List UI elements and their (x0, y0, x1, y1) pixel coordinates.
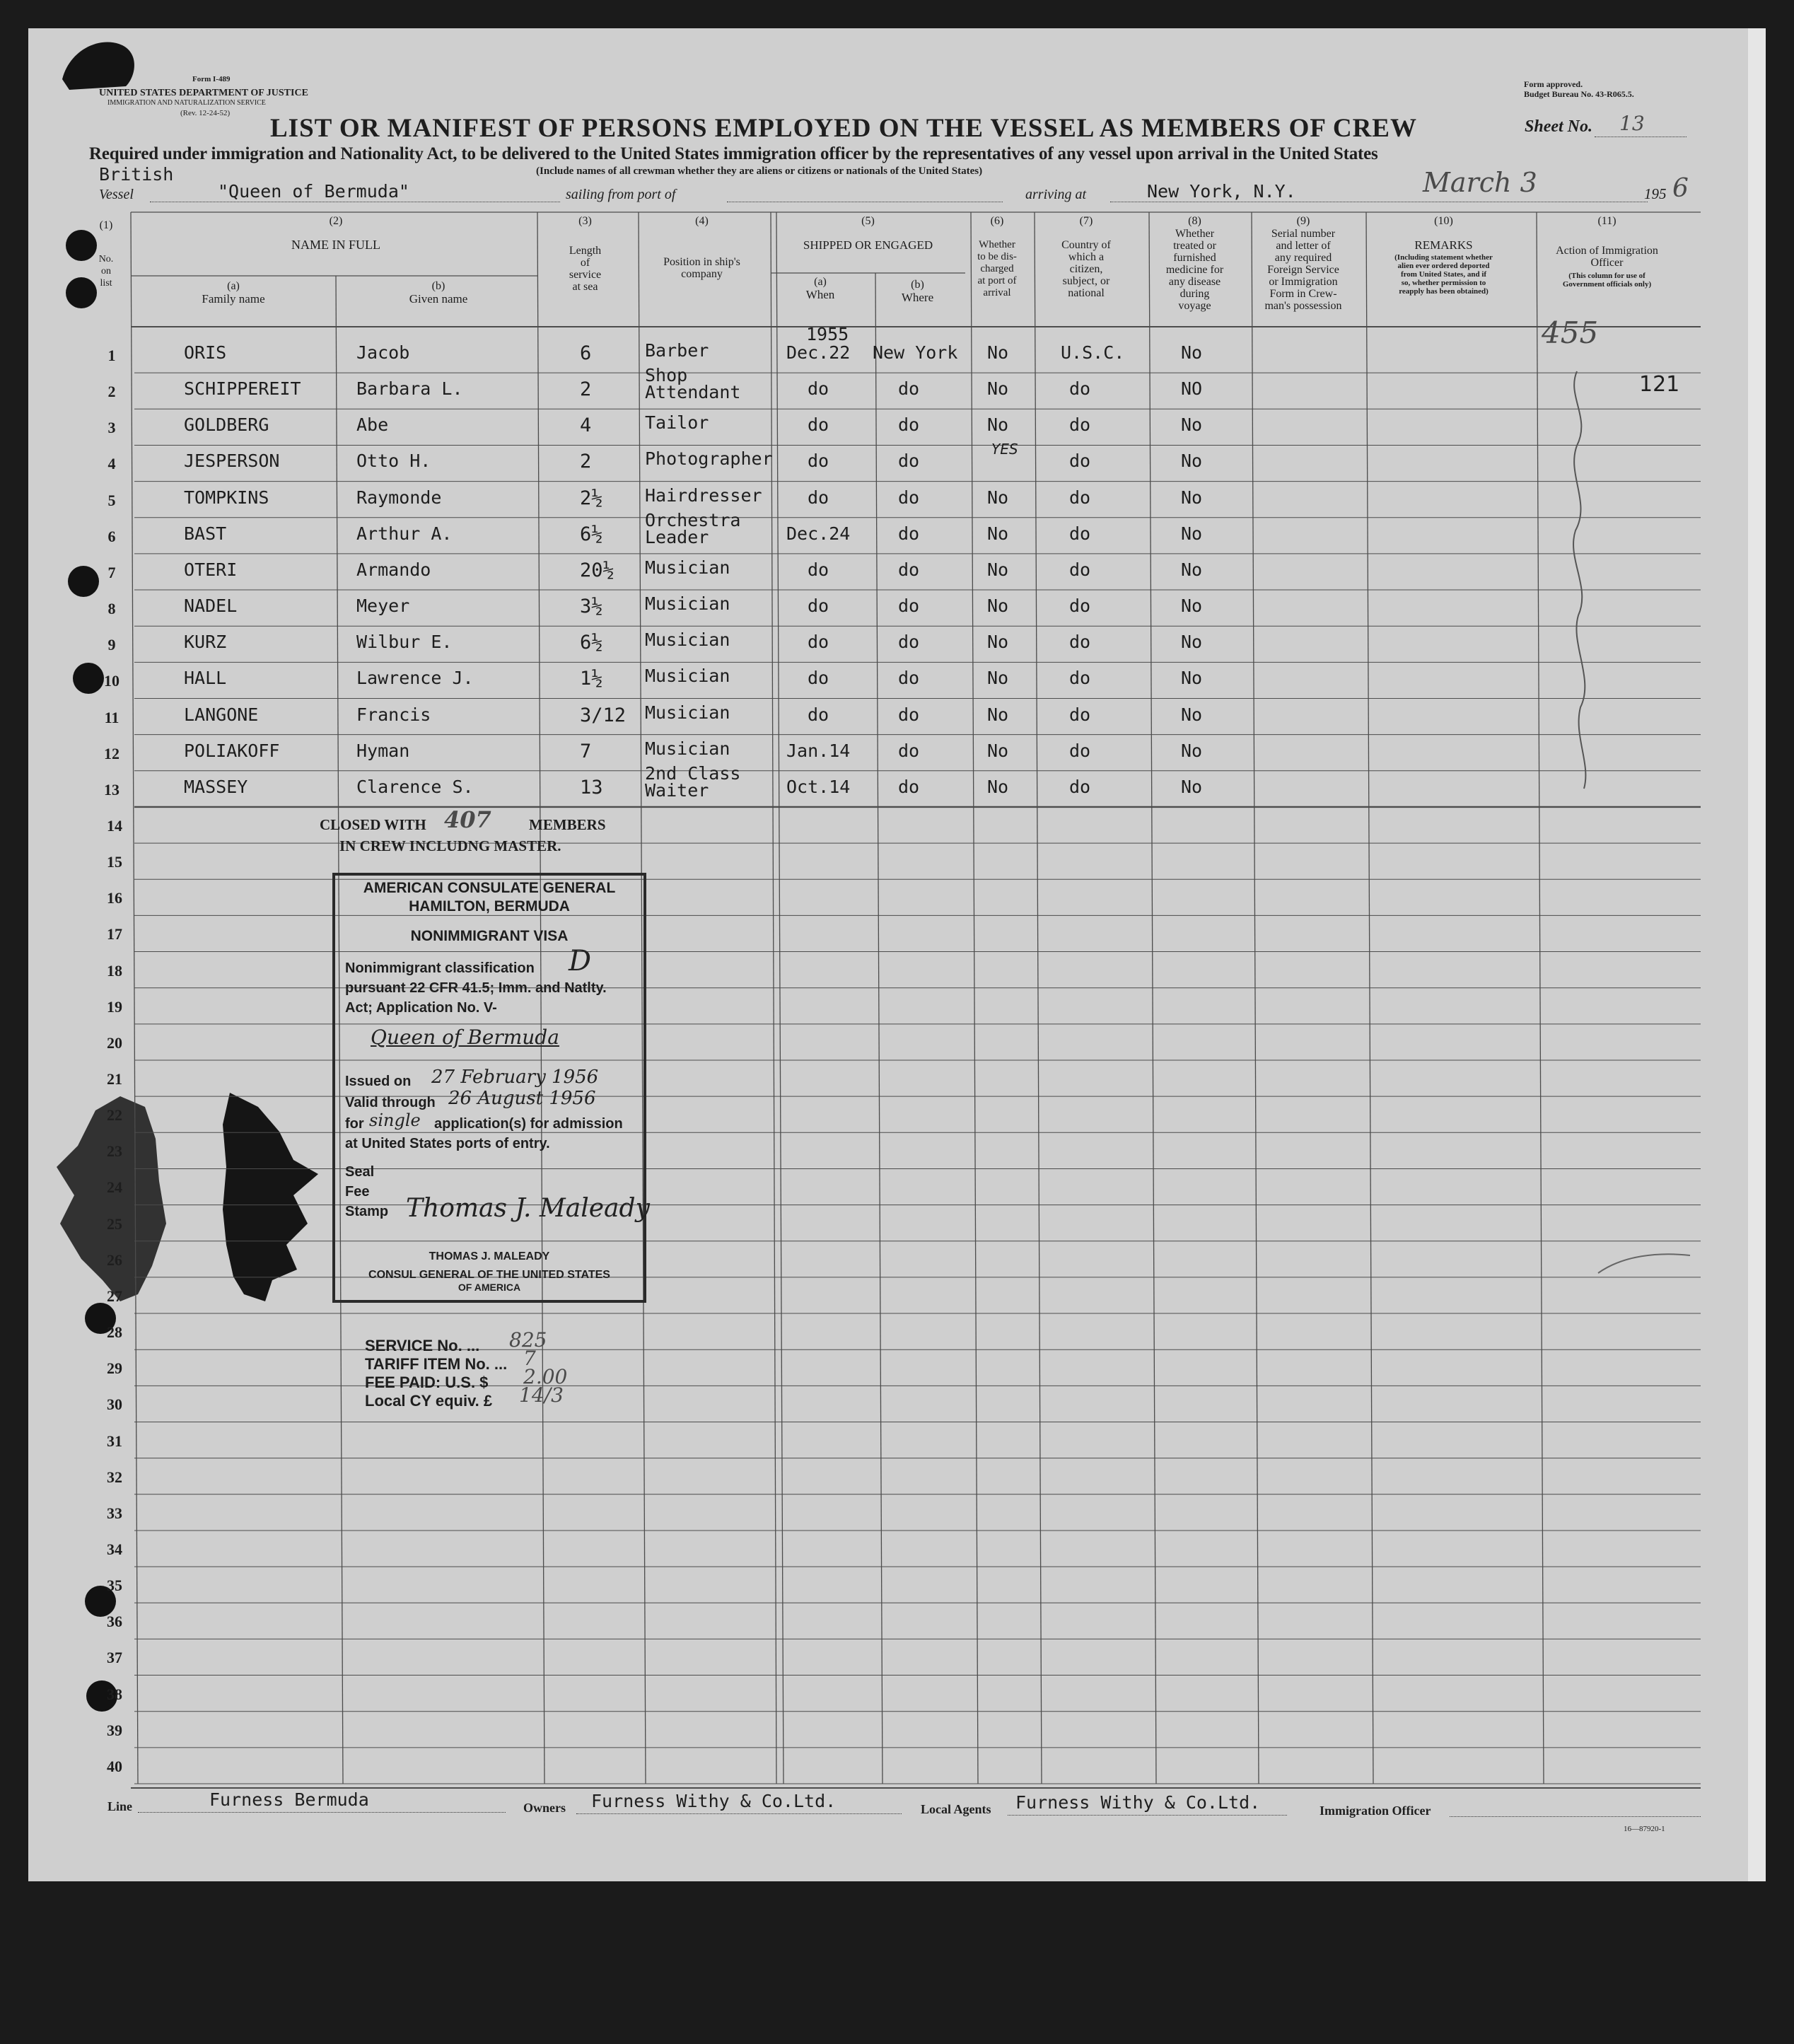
treated-during-voyage: No (1181, 632, 1203, 653)
col-9-header: Serial number and letter of any required Foreign Service or Immigration Form in Crew- man's possession (1264, 228, 1342, 312)
shipped-when: do (808, 378, 829, 400)
given-name: Francis (356, 704, 431, 725)
ship-position: Musician (645, 702, 730, 723)
col-10-note: (Including statement whether alien ever ordered deported from United States, and if so, whether permission to reapply has been obtained) (1394, 253, 1493, 296)
row-number: 15 (107, 853, 122, 871)
discharged-at-port: No (987, 378, 1009, 400)
shipped-where: do (898, 451, 920, 472)
arrival-date-handwritten: March 3 (1423, 167, 1537, 198)
given-name: Otto H. (356, 451, 431, 472)
shipped-when: Oct.14 (786, 776, 851, 797)
discharged-at-port: No (987, 632, 1009, 653)
row-number: 13 (104, 780, 120, 799)
row-number: 35 (107, 1576, 122, 1595)
stamp-consulate: AMERICAN CONSULATE GENERAL (363, 880, 616, 896)
treated-during-voyage: No (1181, 523, 1203, 544)
discharged-at-port: No (987, 523, 1009, 544)
stamp-class-label: Nonimmigrant classification (345, 960, 535, 976)
length-of-service: 1½ (580, 668, 603, 690)
row-number: 26 (107, 1250, 122, 1269)
citizenship: U.S.C. (1061, 342, 1125, 363)
stamp-visa-type: NONIMMIGRANT VISA (410, 928, 569, 944)
row-number: 22 (107, 1106, 122, 1125)
col-3-number: (3) (578, 215, 592, 227)
col-5b-letter: (b) (911, 279, 924, 291)
row-number: 27 (107, 1287, 122, 1305)
family-name: JESPERSON (184, 451, 280, 472)
col-11-number: (11) (1597, 215, 1617, 227)
footer-line-label: Line (107, 1799, 133, 1813)
stamp-issued-label: Issued on (345, 1074, 412, 1089)
shipped-when: do (808, 704, 829, 725)
approval-line-1: Form approved. (1524, 79, 1583, 89)
stamp-class-value: D (569, 945, 592, 977)
row-number: 19 (107, 997, 122, 1016)
row-number: 21 (107, 1070, 122, 1088)
length-of-service: 3/12 (580, 704, 627, 726)
ship-position: Tailor (645, 412, 709, 434)
shipped-when: do (808, 487, 829, 508)
ship-position: Photographer (645, 448, 773, 470)
footer-owners-value: Furness Withy & Co.Ltd. (591, 1791, 837, 1811)
col-4-header: Position in ship's company (663, 256, 740, 280)
row-number: 33 (107, 1504, 122, 1522)
family-name: BAST (184, 523, 227, 544)
ship-position: 2nd Class Waiter (645, 762, 741, 801)
footer-line-value: Furness Bermuda (209, 1789, 369, 1810)
col-when-header: When (805, 288, 835, 301)
col-1-number: (1) (99, 219, 113, 231)
col-5-header: SHIPPED OR ENGAGED (803, 238, 933, 252)
row-number: 9 (107, 636, 116, 654)
stamp-city: HAMILTON, BERMUDA (409, 898, 570, 914)
shipped-when: do (808, 668, 829, 689)
footer-agents-value: Furness Withy & Co.Ltd. (1015, 1792, 1261, 1813)
col-family-header: Family name (202, 292, 265, 306)
row-number: 25 (107, 1214, 122, 1233)
fee-service-label: SERVICE No. ... (365, 1337, 480, 1354)
col-10-header: REMARKS (1414, 238, 1473, 252)
ship-position: Musician (645, 557, 730, 578)
length-of-service: 2 (580, 451, 592, 473)
family-name: MASSEY (184, 776, 248, 797)
given-name: Barbara L. (356, 378, 463, 400)
row-number: 3 (107, 419, 116, 437)
length-of-service: 6½ (580, 632, 603, 654)
ship-position: Musician (645, 738, 730, 759)
family-name: LANGONE (184, 704, 259, 725)
agency: UNITED STATES DEPARTMENT OF JUSTICE (99, 88, 308, 98)
col-6-number: (6) (990, 215, 1004, 227)
col-1-header: No. on list (98, 254, 114, 289)
shipped-where: do (898, 559, 920, 580)
row-number: 11 (104, 708, 120, 726)
discharged-at-port: No (987, 559, 1009, 580)
col-2-number: (2) (329, 215, 343, 227)
stamp-issued-value: 27 February 1956 (431, 1067, 599, 1088)
given-name: Raymonde (356, 487, 442, 508)
vessel-flag: British (99, 164, 174, 185)
stray-pencil-mark (1595, 1241, 1694, 1284)
col-7-header: Country of which a citizen, subject, or national (1061, 239, 1111, 299)
discharged-at-port: No (987, 668, 1009, 689)
form-title: LIST OR MANIFEST OF PERSONS EMPLOYED ON THE VESSEL AS MEMBERS OF CREW (270, 114, 1417, 143)
given-name: Wilbur E. (356, 632, 453, 653)
fee-service-value: 825 (509, 1328, 547, 1352)
discharged-at-port: YES (991, 441, 1018, 458)
discharged-at-port: No (987, 596, 1009, 617)
shipped-when: do (808, 596, 829, 617)
treated-during-voyage: No (1181, 776, 1203, 797)
length-of-service: 13 (580, 776, 603, 799)
footer-print-code: 16—87920-1 (1624, 1825, 1665, 1833)
length-of-service: 4 (580, 414, 592, 437)
fee-tariff-value: 7 (523, 1347, 536, 1370)
stamp-consul-name: THOMAS J. MALEADY (429, 1250, 550, 1262)
arriving-port: New York, N.Y. (1147, 181, 1296, 202)
row-number: 1 (107, 347, 116, 364)
citizenship: do (1069, 776, 1091, 797)
citizenship: do (1069, 668, 1091, 689)
shipped-when: do (808, 414, 829, 436)
treated-during-voyage: No (1181, 704, 1203, 725)
row-number: 10 (104, 672, 120, 690)
row-number: 24 (107, 1178, 122, 1197)
shipped-where: New York (873, 342, 958, 363)
year-digit-handwritten: 6 (1672, 174, 1689, 203)
row-number: 23 (107, 1142, 122, 1161)
shipped-where: do (898, 523, 920, 544)
sailing-label: sailing from port of (566, 187, 676, 202)
given-name: Hyman (356, 740, 410, 761)
citizenship: do (1069, 704, 1091, 725)
shipped-where: do (898, 487, 920, 508)
row-number: 29 (107, 1359, 122, 1378)
stamp-consul-title: CONSUL GENERAL OF THE UNITED STATES (368, 1269, 610, 1281)
shipped-where: do (898, 378, 920, 400)
row-number: 18 (107, 961, 122, 980)
crew-count: 407 (444, 806, 491, 833)
shipped-where: do (898, 668, 920, 689)
length-of-service: 6½ (580, 523, 603, 545)
discharged-at-port: No (987, 342, 1009, 363)
treated-during-voyage: No (1181, 596, 1203, 617)
row-number: 30 (107, 1395, 122, 1414)
length-of-service: 2 (580, 378, 592, 401)
citizenship: do (1069, 632, 1091, 653)
given-name: Abe (356, 414, 389, 436)
family-name: KURZ (184, 632, 227, 653)
discharged-at-port: No (987, 487, 1009, 508)
family-name: GOLDBERG (184, 414, 269, 436)
family-name: SCHIPPEREIT (184, 378, 301, 400)
length-of-service: 7 (580, 740, 592, 762)
discharged-at-port: No (987, 704, 1009, 725)
stamp-application-label: Act; Application No. V- (345, 1000, 497, 1016)
row-number: 14 (107, 816, 122, 835)
ship-position: Shop Attendant (645, 365, 741, 403)
family-name: POLIAKOFF (184, 740, 280, 761)
discharged-at-port: No (987, 414, 1009, 436)
given-name: Clarence S. (356, 776, 474, 797)
citizenship: do (1069, 378, 1091, 400)
fee-local-value: 14/3 (519, 1383, 564, 1407)
col-5-number: (5) (861, 215, 875, 227)
arriving-label: arriving at (1025, 187, 1087, 202)
row-number: 7 (107, 563, 116, 581)
row-number: 38 (107, 1685, 122, 1703)
citizenship: do (1069, 451, 1091, 472)
sheet-label: Sheet No. (1525, 117, 1592, 136)
stamp-vessel-handwritten: Queen of Bermuda (371, 1026, 559, 1049)
col-11-header: Action of Immigration Officer (1556, 245, 1658, 269)
fee-tariff-label: TARIFF ITEM No. ... (365, 1355, 508, 1373)
footer-agents-label: Local Agents (921, 1802, 991, 1816)
citizenship: do (1069, 487, 1091, 508)
shipped-where: do (898, 414, 920, 436)
shipped-when: Dec.22 (786, 342, 851, 363)
shipped-when: Jan.14 (786, 740, 851, 761)
treated-during-voyage: No (1181, 414, 1203, 436)
given-name: Lawrence J. (356, 668, 474, 689)
form-id: Form I-489 (192, 75, 231, 83)
col-2a-letter: (a) (227, 280, 240, 292)
stamp-for-label: for (345, 1116, 364, 1132)
approval-line-2: Budget Bureau No. 43-R065.5. (1524, 89, 1634, 99)
col-given-header: Given name (409, 292, 468, 306)
row-number: 36 (107, 1613, 122, 1631)
shipped-when: do (808, 632, 829, 653)
ship-position: Barber (645, 340, 709, 361)
ship-position: Musician (645, 666, 730, 687)
year-prefix: 195 (1644, 185, 1667, 202)
col-9-number: (9) (1296, 215, 1310, 227)
ship-position: Orchestra Leader (645, 509, 741, 547)
row-number: 20 (107, 1033, 122, 1052)
fee-paid-value: 2.00 (523, 1365, 568, 1388)
col-2-header: NAME IN FULL (291, 238, 380, 252)
treated-during-voyage: No (1181, 559, 1203, 580)
given-name: Arthur A. (356, 523, 453, 544)
discharged-at-port: No (987, 740, 1009, 761)
form-subtitle: Required under immigration and Nationality Act, to be delivered to the United States immigration officer by the representatives of any vessel upon arrival in the United States (89, 144, 1378, 163)
row-number: 4 (107, 455, 116, 473)
given-name: Armando (356, 559, 431, 580)
sheet-number: 13 (1619, 112, 1645, 135)
treated-during-voyage: No (1181, 342, 1203, 363)
citizenship: do (1069, 414, 1091, 436)
stamp-fee-label: Fee (345, 1184, 370, 1200)
vessel-label: Vessel (99, 187, 134, 202)
service: IMMIGRATION AND NATURALIZATION SERVICE (107, 99, 266, 107)
action-handwritten-mark: 455 (1542, 315, 1599, 350)
length-of-service: 20½ (580, 559, 614, 581)
stamp-law: pursuant 22 CFR 41.5; Imm. and Natlty. (345, 980, 607, 996)
col-4-number: (4) (695, 215, 709, 227)
fee-paid-label: FEE PAID: U.S. $ (365, 1374, 489, 1391)
stamp-application-text: application(s) for admission (434, 1116, 623, 1132)
col-8-header: Whether treated or furnished medicine for any disease during voyage (1165, 228, 1224, 312)
length-of-service: 6 (580, 342, 592, 364)
row-number: 40 (107, 1757, 122, 1775)
length-of-service: 3½ (580, 596, 603, 618)
form-subnote: (Include names of all crewman whether they are aliens or citizens or nationals of the United States) (536, 166, 983, 177)
treated-during-voyage: NO (1181, 378, 1203, 400)
treated-during-voyage: No (1181, 740, 1203, 761)
row-number: 16 (107, 889, 122, 907)
shipped-year: 1955 (806, 324, 849, 344)
family-name: OTERI (184, 559, 238, 580)
shipped-when: do (808, 559, 829, 580)
ship-position: Musician (645, 629, 730, 651)
stamp-valid-value: 26 August 1956 (448, 1088, 596, 1109)
citizenship: do (1069, 596, 1091, 617)
citizenship: do (1069, 740, 1091, 761)
row-number: 8 (107, 600, 116, 618)
col-5a-letter: (a) (814, 276, 827, 288)
col-6-header: Whether to be dis- charged at port of arrival (977, 239, 1017, 298)
family-name: TOMPKINS (184, 487, 269, 508)
shipped-when: Dec.24 (786, 523, 851, 544)
consul-signature: Thomas J. Maleady (406, 1194, 650, 1223)
stamp-ports: at United States ports of entry. (345, 1136, 550, 1151)
citizenship: do (1069, 559, 1091, 580)
stamp-stamp-label: Stamp (345, 1204, 389, 1219)
col-10-number: (10) (1434, 215, 1453, 227)
vessel-name: "Queen of Bermuda" (218, 181, 409, 202)
action-squiggle-line (1563, 368, 1605, 792)
stamp-valid-label: Valid through (345, 1095, 436, 1110)
footer-officer-label: Immigration Officer (1320, 1804, 1431, 1818)
footer-owners-label: Owners (523, 1801, 566, 1815)
col-where-header: Where (901, 291, 934, 304)
length-of-service: 2½ (580, 487, 603, 509)
action-code: 121 (1639, 372, 1680, 397)
row-number: 37 (107, 1649, 122, 1667)
shipped-where: do (898, 596, 920, 617)
members-label: MEMBERS (529, 816, 606, 833)
row-number: 39 (107, 1721, 122, 1739)
discharged-at-port: No (987, 776, 1009, 797)
shipped-where: do (898, 632, 920, 653)
shipped-when: do (808, 451, 829, 472)
family-name: ORIS (184, 342, 227, 363)
col-3-header: Length of service at sea (569, 245, 602, 293)
row-number: 17 (107, 925, 122, 943)
shipped-where: do (898, 776, 920, 797)
col-2b-letter: (b) (431, 280, 445, 292)
stamp-for-value: single (369, 1110, 421, 1130)
row-number: 5 (107, 491, 116, 509)
revision: (Rev. 12-24-52) (180, 109, 231, 117)
row-number: 32 (107, 1468, 122, 1486)
ship-position: Hairdresser (645, 484, 762, 506)
closed-with-label: CLOSED WITH (320, 816, 426, 833)
row-number: 31 (107, 1432, 122, 1450)
family-name: NADEL (184, 596, 238, 617)
given-name: Meyer (356, 596, 410, 617)
treated-during-voyage: No (1181, 487, 1203, 508)
shipped-where: do (898, 740, 920, 761)
shipped-where: do (898, 704, 920, 725)
stamp-consul-title-2: OF AMERICA (458, 1282, 521, 1293)
crew-including-master: IN CREW INCLUDNG MASTER. (339, 837, 561, 854)
row-number: 6 (107, 527, 116, 545)
row-number: 2 (107, 383, 116, 401)
family-name: HALL (184, 668, 227, 689)
given-name: Jacob (356, 342, 410, 363)
row-number: 28 (107, 1323, 122, 1342)
row-number: 12 (104, 744, 120, 762)
treated-during-voyage: No (1181, 668, 1203, 689)
col-8-number: (8) (1188, 215, 1201, 227)
ship-position: Musician (645, 593, 730, 615)
consulate-visa-stamp (332, 873, 650, 1303)
stamp-seal-label: Seal (345, 1164, 375, 1180)
citizenship: do (1069, 523, 1091, 544)
col-11-note: (This column for use of Government officials only) (1562, 272, 1652, 289)
col-7-number: (7) (1079, 215, 1093, 227)
row-number: 34 (107, 1540, 122, 1558)
fee-local-label: Local CY equiv. £ (365, 1392, 493, 1410)
treated-during-voyage: No (1181, 451, 1203, 472)
